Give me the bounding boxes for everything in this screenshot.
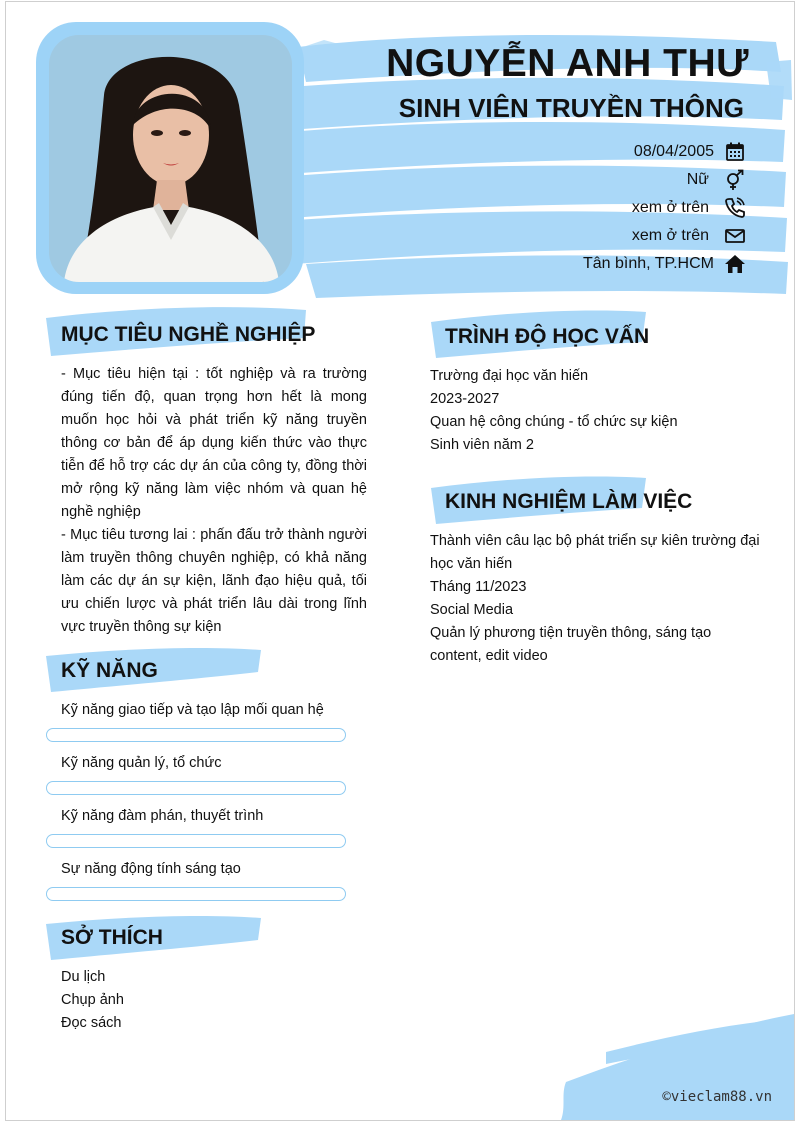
hobbies-list: [61, 966, 124, 1035]
education-years: 2023-2027: [430, 391, 500, 407]
experience-role: Social Media: [430, 602, 514, 618]
education-details: [430, 365, 760, 457]
skill-bar: [46, 887, 346, 901]
experience-position: Thành viên câu lạc bộ phát triển sự kiên trường đại học văn hiến: [430, 533, 760, 572]
education-title: TRÌNH ĐỘ HỌC VẤN: [445, 325, 650, 348]
contact-email: xem ở trên: [631, 227, 709, 244]
gender-icon: [724, 169, 746, 191]
email-icon: [724, 225, 746, 247]
education-year-level: Sinh viên năm 2: [430, 437, 534, 453]
experience-title: KINH NGHIỆM LÀM VIỆC: [445, 490, 693, 513]
calendar-icon: [724, 141, 746, 163]
objective-text: [61, 363, 367, 639]
skills-title: KỸ NĂNG: [61, 659, 158, 682]
contact-gender: Nữ: [686, 171, 709, 188]
candidate-role: SINH VIÊN TRUYỀN THÔNG: [398, 93, 744, 123]
education-major: Quan hệ công chúng - tổ chức sự kiện: [430, 414, 678, 430]
experience-description: Quản lý phương tiện truyền thông, sáng tạo content, edit video: [430, 625, 712, 664]
skill-bar: [46, 834, 346, 848]
candidate-name: NGUYỄN ANH THƯ: [386, 42, 749, 85]
contact-phone: xem ở trên: [631, 199, 709, 216]
objective-future: - Mục tiêu tương lai : phấn đấu trở thành người làm truyền thông chuyên nghiệp, có khả năng làm các dự án sự kiện, lãnh đạo hiệu quả, tối ưu chiến lược và phát triển lâu dài trong lĩnh vực truyền thông sự kiện: [61, 527, 367, 635]
skill-label: Kỹ năng đàm phán, thuyết trình: [61, 808, 264, 824]
cv-page: [5, 1, 795, 1121]
skill-label: Sự năng động tính sáng tạo: [61, 861, 241, 877]
objective-current: - Mục tiêu hiện tại : tốt nghiệp và ra trường đúng tiến độ, quan trọng hơn hết là mong muốn học hỏi và phát triển kỹ năng truyền thông cơ bản để áp dụng kiến thức vào thực tiễn để hỗ trợ các dự án của công ty, đồng thời mở rộng kỹ năng làm việc nhóm và quan hệ nghề nghiệp: [61, 366, 367, 520]
skill-label: Kỹ năng giao tiếp và tạo lập mối quan hệ: [61, 702, 324, 718]
experience-date: Tháng 11/2023: [430, 579, 527, 595]
objective-title: MỤC TIÊU NGHỀ NGHIỆP: [61, 323, 316, 346]
hobbies-title: SỞ THÍCH: [61, 926, 163, 949]
experience-details: [430, 530, 760, 668]
phone-icon: [724, 196, 746, 218]
hobby-item: Du lịch: [61, 969, 106, 985]
home-icon: [724, 253, 746, 275]
contact-address: Tân bình, TP.HCM: [582, 255, 714, 272]
contact-birthdate: 08/04/2005: [633, 143, 714, 160]
hobby-item: Đọc sách: [61, 1015, 122, 1031]
profile-photo: [49, 35, 292, 282]
skill-bar: [46, 728, 346, 742]
watermark: ©vieclam88.vn: [662, 1089, 772, 1105]
skill-label: Kỹ năng quản lý, tổ chức: [61, 755, 222, 771]
skill-bar: [46, 781, 346, 795]
hobby-item: Chụp ảnh: [61, 992, 124, 1008]
education-school: Trường đại học văn hiến: [430, 368, 589, 384]
